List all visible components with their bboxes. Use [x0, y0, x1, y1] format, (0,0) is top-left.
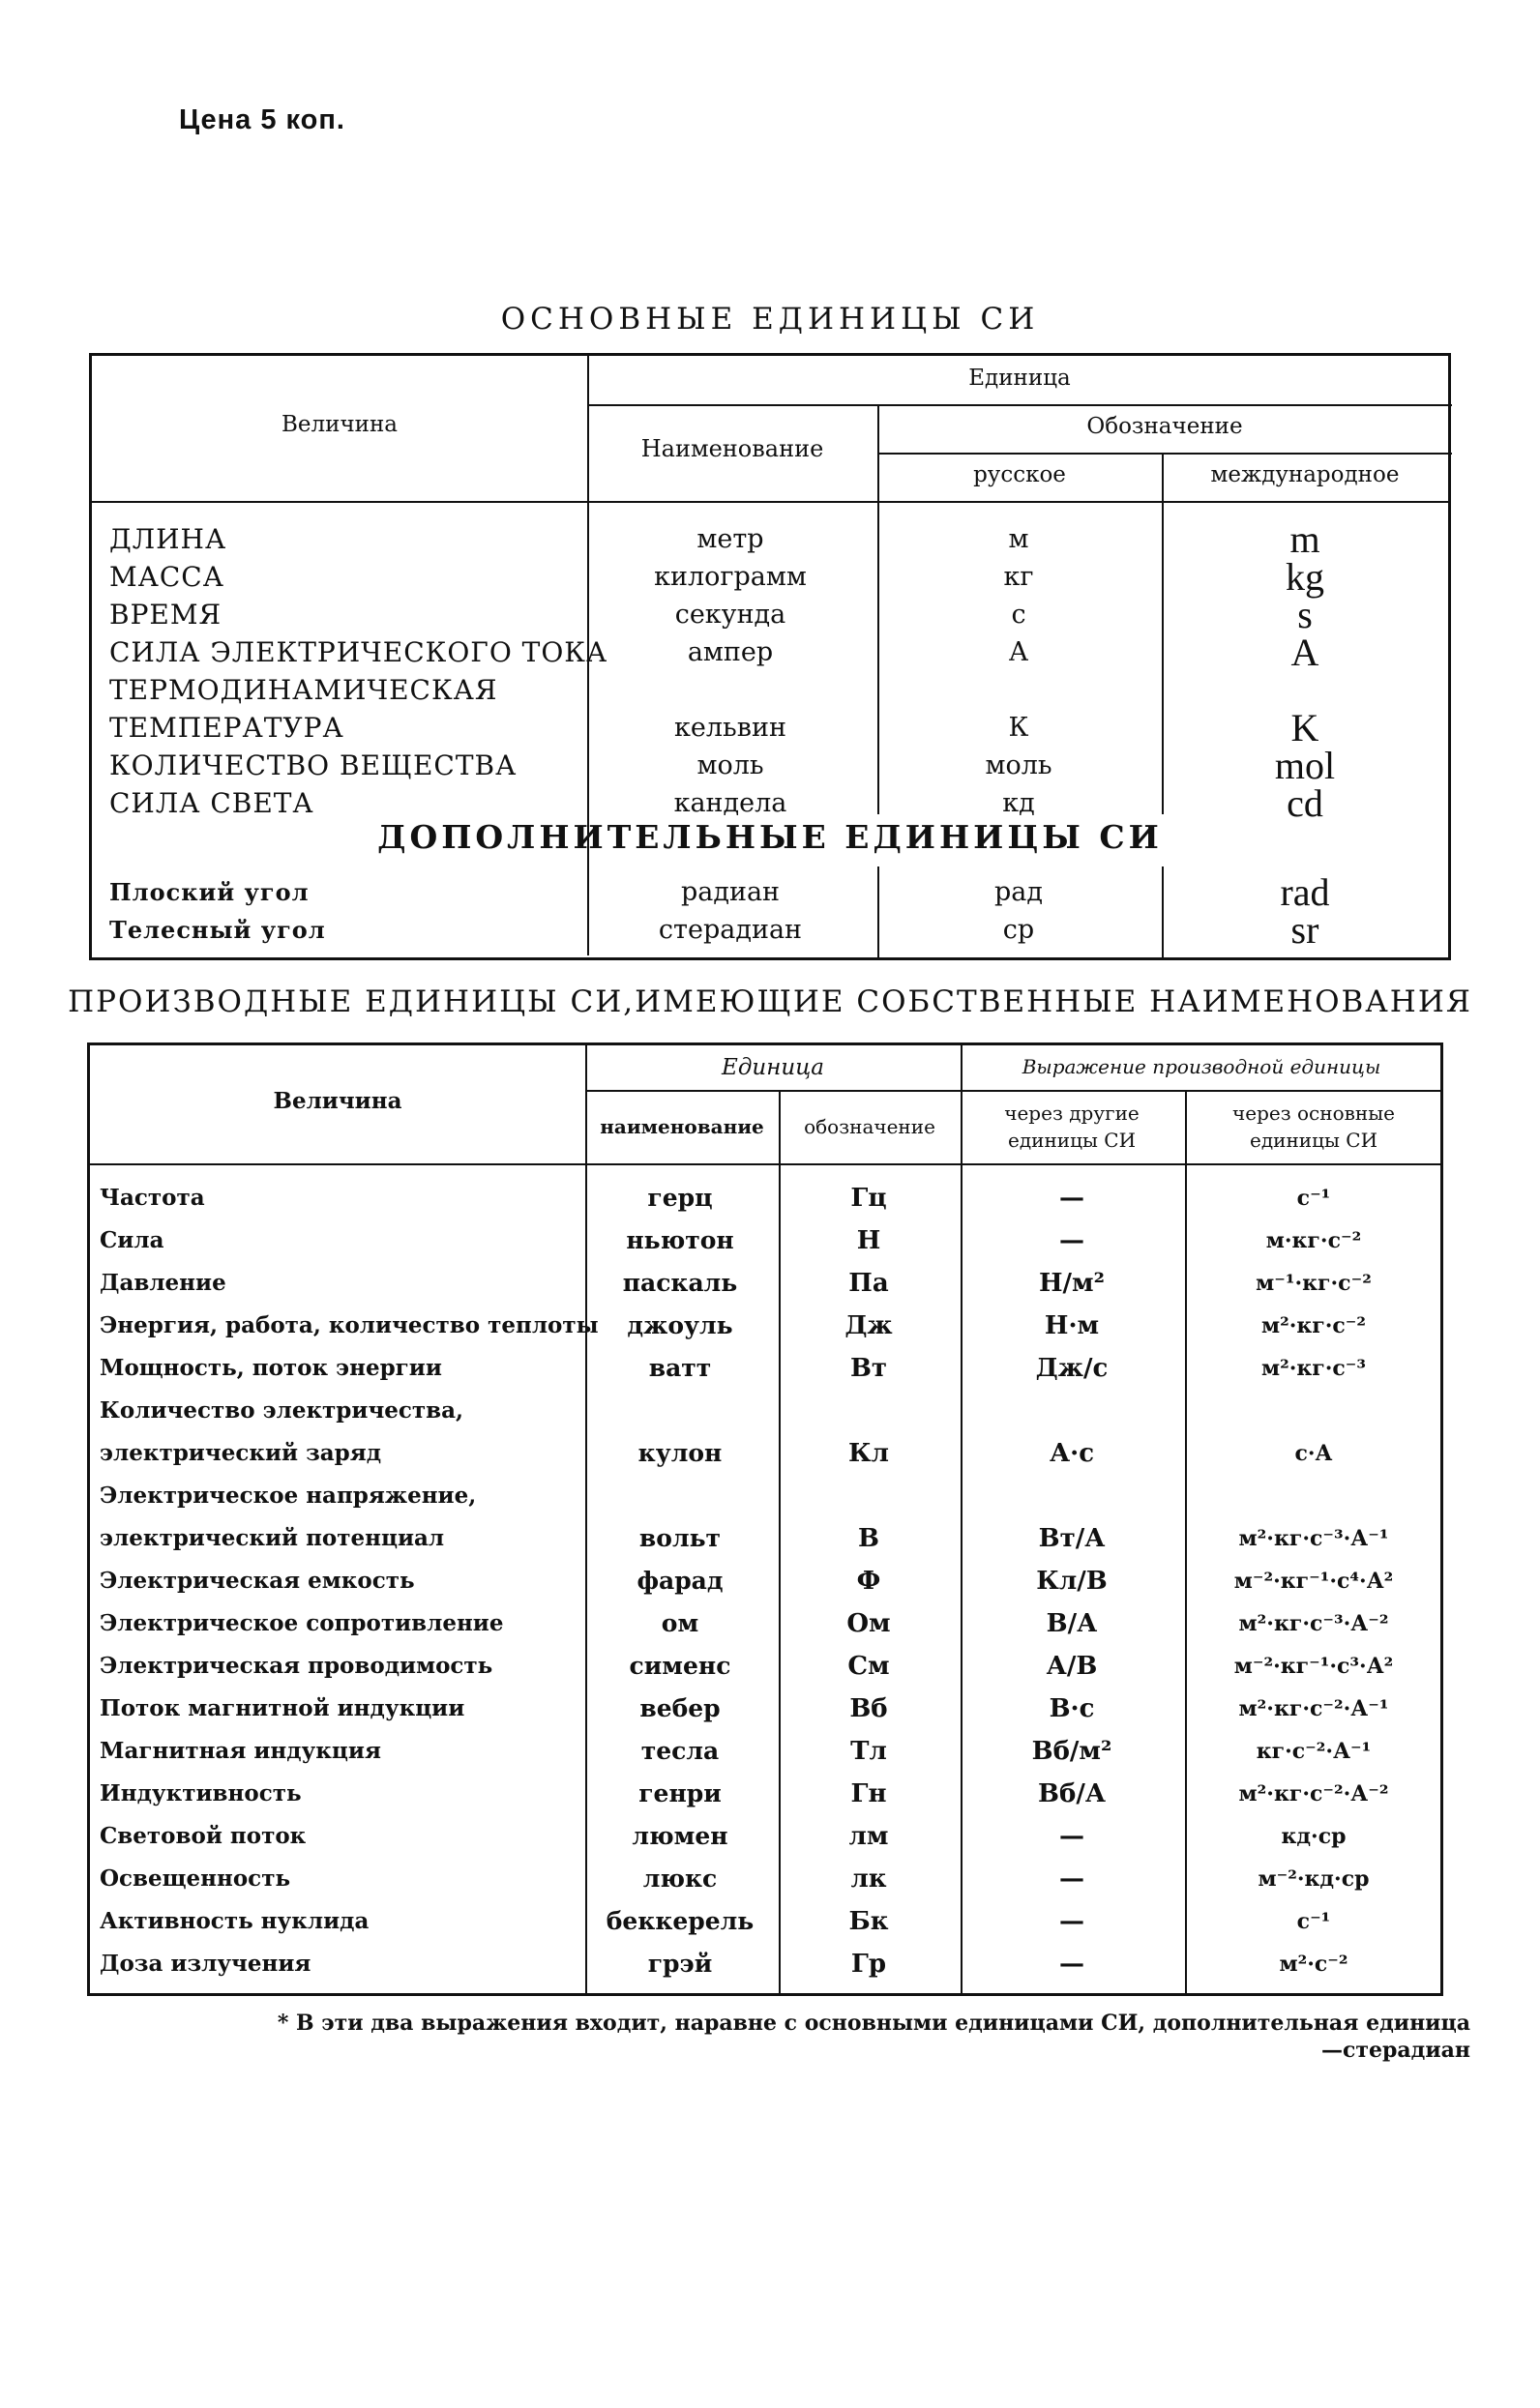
table-row: [90, 1817, 1440, 1856]
international-symbol-cell: K: [1290, 706, 1319, 749]
table-row: [90, 1264, 1440, 1303]
quantity-cell: СИЛА ЭЛЕКТРИЧЕСКОГО ТОКА: [109, 636, 608, 668]
unit-symbol-cell: Вт: [849, 1354, 888, 1383]
russian-symbol-cell: ср: [1002, 915, 1035, 945]
col-quantity-header: Величина: [281, 412, 399, 437]
quantity-cell: Световой поток: [100, 1823, 307, 1849]
base-units-cell: м·кг·с⁻²: [1265, 1228, 1362, 1253]
base-units-cell: с·А: [1294, 1441, 1333, 1466]
col-name-header: наименование: [600, 1115, 764, 1138]
base-units-cell: м²·кг·с⁻²·А⁻²: [1238, 1781, 1389, 1806]
russian-symbol-cell: кд: [1002, 788, 1035, 818]
base-units-cell: м²·кг·с⁻³: [1260, 1356, 1367, 1381]
unit-symbol-cell: Кл: [848, 1439, 889, 1468]
base-units-cell: кд·ср: [1281, 1824, 1347, 1849]
unit-name-cell: ампер: [687, 637, 774, 667]
other-units-cell: Кл/В: [1036, 1567, 1108, 1596]
unit-name-cell: метр: [696, 524, 764, 554]
unit-symbol-cell: лк: [850, 1865, 887, 1894]
unit-symbol-cell: лм: [848, 1822, 889, 1851]
base-units-cell: с⁻¹: [1296, 1909, 1331, 1934]
russian-symbol-cell: моль: [985, 750, 1052, 780]
russian-symbol-cell: А: [1008, 637, 1029, 667]
base-units-cell: м²·кг·с⁻²: [1260, 1313, 1367, 1338]
international-symbol-cell: sr: [1290, 908, 1319, 952]
international-symbol-cell: kg: [1286, 555, 1324, 599]
unit-symbol-cell: См: [847, 1652, 890, 1681]
base-units-cell: м⁻²·кг⁻¹·с³·А²: [1233, 1654, 1394, 1679]
unit-symbol-cell: Гр: [850, 1950, 887, 1979]
unit-symbol-cell: Па: [848, 1269, 889, 1298]
unit-name-cell: вольт: [638, 1524, 722, 1552]
other-units-cell: Вт/А: [1038, 1524, 1106, 1553]
quantity-cell: Доза излучения: [100, 1951, 311, 1977]
quantity-cell: Количество электричества,: [100, 1397, 464, 1424]
other-units-cell: Н·м: [1044, 1311, 1100, 1340]
table-row: [90, 1477, 1440, 1515]
table-row: [90, 1647, 1440, 1686]
unit-name-cell: тесла: [640, 1737, 720, 1765]
international-symbol-cell: s: [1297, 593, 1313, 636]
base-units-cell: м⁻²·кг⁻¹·с⁴·А²: [1233, 1569, 1394, 1594]
unit-name-cell: люмен: [632, 1822, 728, 1850]
table-row: [90, 1519, 1440, 1558]
quantity-cell: СИЛА СВЕТА: [109, 787, 314, 819]
table-row: [90, 1775, 1440, 1813]
col-expression-header: Выражение производной единицы: [1022, 1055, 1381, 1078]
unit-name-cell: паскаль: [622, 1269, 738, 1297]
quantity-cell: Плоский угол: [109, 878, 310, 906]
international-symbol-cell: [1162, 671, 1448, 710]
table-row: [92, 870, 1448, 914]
basic-units-table: [89, 353, 1451, 960]
other-units-cell: В·с: [1049, 1694, 1095, 1723]
unit-name-cell: вебер: [639, 1694, 721, 1722]
other-units-cell: Вб/А: [1038, 1779, 1106, 1808]
table-row: [92, 633, 1448, 672]
unit-name-cell: ом: [661, 1609, 699, 1637]
unit-name-cell: кандела: [673, 788, 787, 818]
col-international-header: международное: [1210, 462, 1400, 487]
table-row: [90, 1392, 1440, 1430]
table-row: [90, 1307, 1440, 1345]
table-row: [90, 1562, 1440, 1600]
table-row: [92, 593, 1448, 636]
unit-symbol-cell: Вб: [849, 1694, 888, 1723]
russian-symbol-cell: м: [1008, 524, 1029, 554]
quantity-cell: Телесный угол: [109, 916, 326, 944]
quantity-cell: МАССА: [109, 561, 224, 593]
table-row: [92, 517, 1448, 561]
col-symbol-header: обозначение: [804, 1115, 935, 1138]
additional-units-title: ДОПОЛНИТЕЛЬНЫЕ ЕДИНИЦЫ СИ: [377, 818, 1163, 856]
unit-name-cell: [585, 671, 875, 710]
international-symbol-cell: mol: [1274, 744, 1336, 787]
other-units-cell: —: [1059, 1226, 1084, 1255]
unit-name-cell: генри: [638, 1779, 722, 1807]
col-designation-header: Обозначение: [1086, 414, 1243, 439]
unit-name-cell: кельвин: [674, 713, 786, 743]
derived-units-table: [87, 1042, 1443, 1996]
table-row: [92, 671, 1448, 710]
quantity-cell: ДЛИНА: [109, 523, 227, 555]
unit-name-cell: сименс: [629, 1652, 731, 1680]
quantity-cell: Электрическое напряжение,: [100, 1483, 477, 1509]
col-unit-header: Единица: [968, 366, 1071, 391]
unit-name-cell: килограмм: [654, 562, 807, 592]
quantity-cell: ТЕМПЕРАТУРА: [109, 712, 344, 744]
other-units-cell: —: [1059, 1907, 1084, 1936]
russian-symbol-cell: с: [1011, 600, 1026, 630]
base-units-cell: кг·с⁻²·А⁻¹: [1256, 1739, 1372, 1764]
quantity-cell: ВРЕМЯ: [109, 599, 222, 631]
other-units-cell: А/В: [1046, 1652, 1098, 1681]
table-row: [90, 1179, 1440, 1218]
other-units-cell: —: [1059, 1865, 1084, 1894]
table-row: [92, 555, 1448, 599]
table-row: [92, 908, 1448, 952]
unit-name-cell: герц: [647, 1184, 713, 1212]
table-row: [90, 1902, 1440, 1941]
other-units-cell: А·с: [1049, 1439, 1095, 1468]
international-symbol-cell: A: [1290, 631, 1319, 674]
unit-symbol-cell: Гц: [850, 1184, 887, 1213]
quantity-cell: Давление: [100, 1270, 226, 1296]
quantity-cell: КОЛИЧЕСТВО ВЕЩЕСТВА: [109, 749, 518, 781]
unit-symbol-cell: Н: [856, 1226, 881, 1255]
quantity-cell: электрический потенциал: [100, 1525, 445, 1551]
quantity-cell: Освещенность: [100, 1865, 291, 1892]
quantity-cell: Электрическая емкость: [100, 1568, 415, 1594]
col-base-header: через основные единицы СИ: [1232, 1101, 1395, 1152]
unit-name-cell: секунда: [674, 600, 786, 630]
base-units-cell: м⁻¹·кг·с⁻²: [1256, 1271, 1372, 1296]
unit-name-cell: беккерель: [606, 1907, 755, 1935]
unit-symbol-cell: Дж: [844, 1311, 893, 1340]
other-units-cell: Дж/с: [1035, 1354, 1109, 1383]
unit-symbol-cell: Ом: [846, 1609, 891, 1638]
russian-symbol-cell: рад: [993, 877, 1043, 907]
russian-symbol-cell: [877, 671, 1160, 710]
quantity-cell: Энергия, работа, количество теплоты: [100, 1312, 599, 1338]
base-units-cell: с⁻¹: [1296, 1186, 1331, 1211]
unit-name-cell: кулон: [637, 1439, 723, 1467]
unit-symbol-cell: В: [858, 1524, 879, 1553]
unit-symbol-cell: Тл: [850, 1737, 887, 1766]
unit-name-cell: грэй: [647, 1950, 713, 1978]
unit-name-cell: джоуль: [627, 1311, 733, 1339]
col-russian-header: русское: [973, 462, 1066, 487]
quantity-cell: Магнитная индукция: [100, 1738, 381, 1764]
table-row: [90, 1221, 1440, 1260]
basic-units-title: ОСНОВНЫЕ ЕДИНИЦЫ СИ: [500, 302, 1040, 337]
footnote: * В эти два выражения входит, наравне с основными единицами СИ, дополнительная единица—стерадиан: [277, 2011, 1470, 2063]
table-row: [90, 1349, 1440, 1388]
other-units-cell: Н/м²: [1038, 1269, 1106, 1298]
table-row: [90, 1689, 1440, 1728]
quantity-cell: Электрическое сопротивление: [100, 1610, 504, 1636]
base-units-cell: м⁻²·кд·ср: [1258, 1866, 1370, 1892]
international-symbol-cell: cd: [1287, 781, 1323, 825]
unit-name-cell: ньютон: [626, 1226, 734, 1254]
quantity-cell: Индуктивность: [100, 1780, 302, 1806]
quantity-cell: Электрическая проводимость: [100, 1653, 493, 1679]
col-quantity-header: Величина: [273, 1088, 402, 1114]
quantity-cell: Сила: [100, 1227, 164, 1253]
quantity-cell: Поток магнитной индукции: [100, 1695, 465, 1721]
price-label: Цена 5 коп.: [179, 104, 345, 135]
unit-symbol-cell: Бк: [848, 1907, 889, 1936]
col-other-header: через другие единицы СИ: [1004, 1101, 1140, 1152]
other-units-cell: В/А: [1046, 1609, 1098, 1638]
unit-name-cell: моль: [696, 750, 764, 780]
international-symbol-cell: rad: [1280, 870, 1330, 914]
unit-name-cell: ватт: [648, 1354, 712, 1382]
table-row: [90, 1945, 1440, 1983]
other-units-cell: —: [1059, 1822, 1084, 1851]
table-row: [90, 1604, 1440, 1643]
unit-name-cell: люкс: [642, 1865, 718, 1893]
russian-symbol-cell: К: [1008, 713, 1029, 743]
other-units-cell: —: [1059, 1950, 1084, 1979]
table-row: [92, 744, 1448, 787]
col-name-header: Наименование: [640, 435, 824, 462]
derived-units-title: ПРОИЗВОДНЫЕ ЕДИНИЦЫ СИ,ИМЕЮЩИЕ СОБСТВЕННЫЕ НАИМЕНОВАНИЯ: [68, 984, 1472, 1019]
base-units-cell: м²·кг·с⁻³·А⁻¹: [1238, 1526, 1389, 1551]
unit-name-cell: радиан: [680, 877, 781, 907]
table-row: [90, 1732, 1440, 1771]
unit-symbol-cell: Ф: [856, 1567, 881, 1596]
base-units-cell: м²·кг·с⁻²·А⁻¹: [1238, 1696, 1389, 1721]
table-row: [92, 706, 1448, 749]
other-units-cell: Вб/м²: [1031, 1737, 1112, 1766]
unit-name-cell: фарад: [637, 1567, 724, 1595]
base-units-cell: м²·кг·с⁻³·А⁻²: [1238, 1611, 1389, 1636]
other-units-cell: —: [1059, 1184, 1084, 1213]
quantity-cell: Активность нуклида: [100, 1908, 370, 1934]
quantity-cell: Мощность, поток энергии: [100, 1355, 442, 1381]
table-row: [90, 1434, 1440, 1473]
table-row: [92, 781, 1448, 825]
unit-symbol-cell: Гн: [850, 1779, 887, 1808]
russian-symbol-cell: кг: [1003, 562, 1034, 592]
international-symbol-cell: m: [1289, 517, 1320, 561]
quantity-cell: ТЕРМОДИНАМИЧЕСКАЯ: [109, 674, 498, 706]
quantity-cell: электрический заряд: [100, 1440, 382, 1466]
quantity-cell: Частота: [100, 1185, 205, 1211]
base-units-cell: м²·с⁻²: [1279, 1952, 1348, 1977]
table-row: [90, 1860, 1440, 1898]
unit-name-cell: стерадиан: [658, 915, 803, 945]
col-unit-header: Единица: [722, 1055, 824, 1080]
